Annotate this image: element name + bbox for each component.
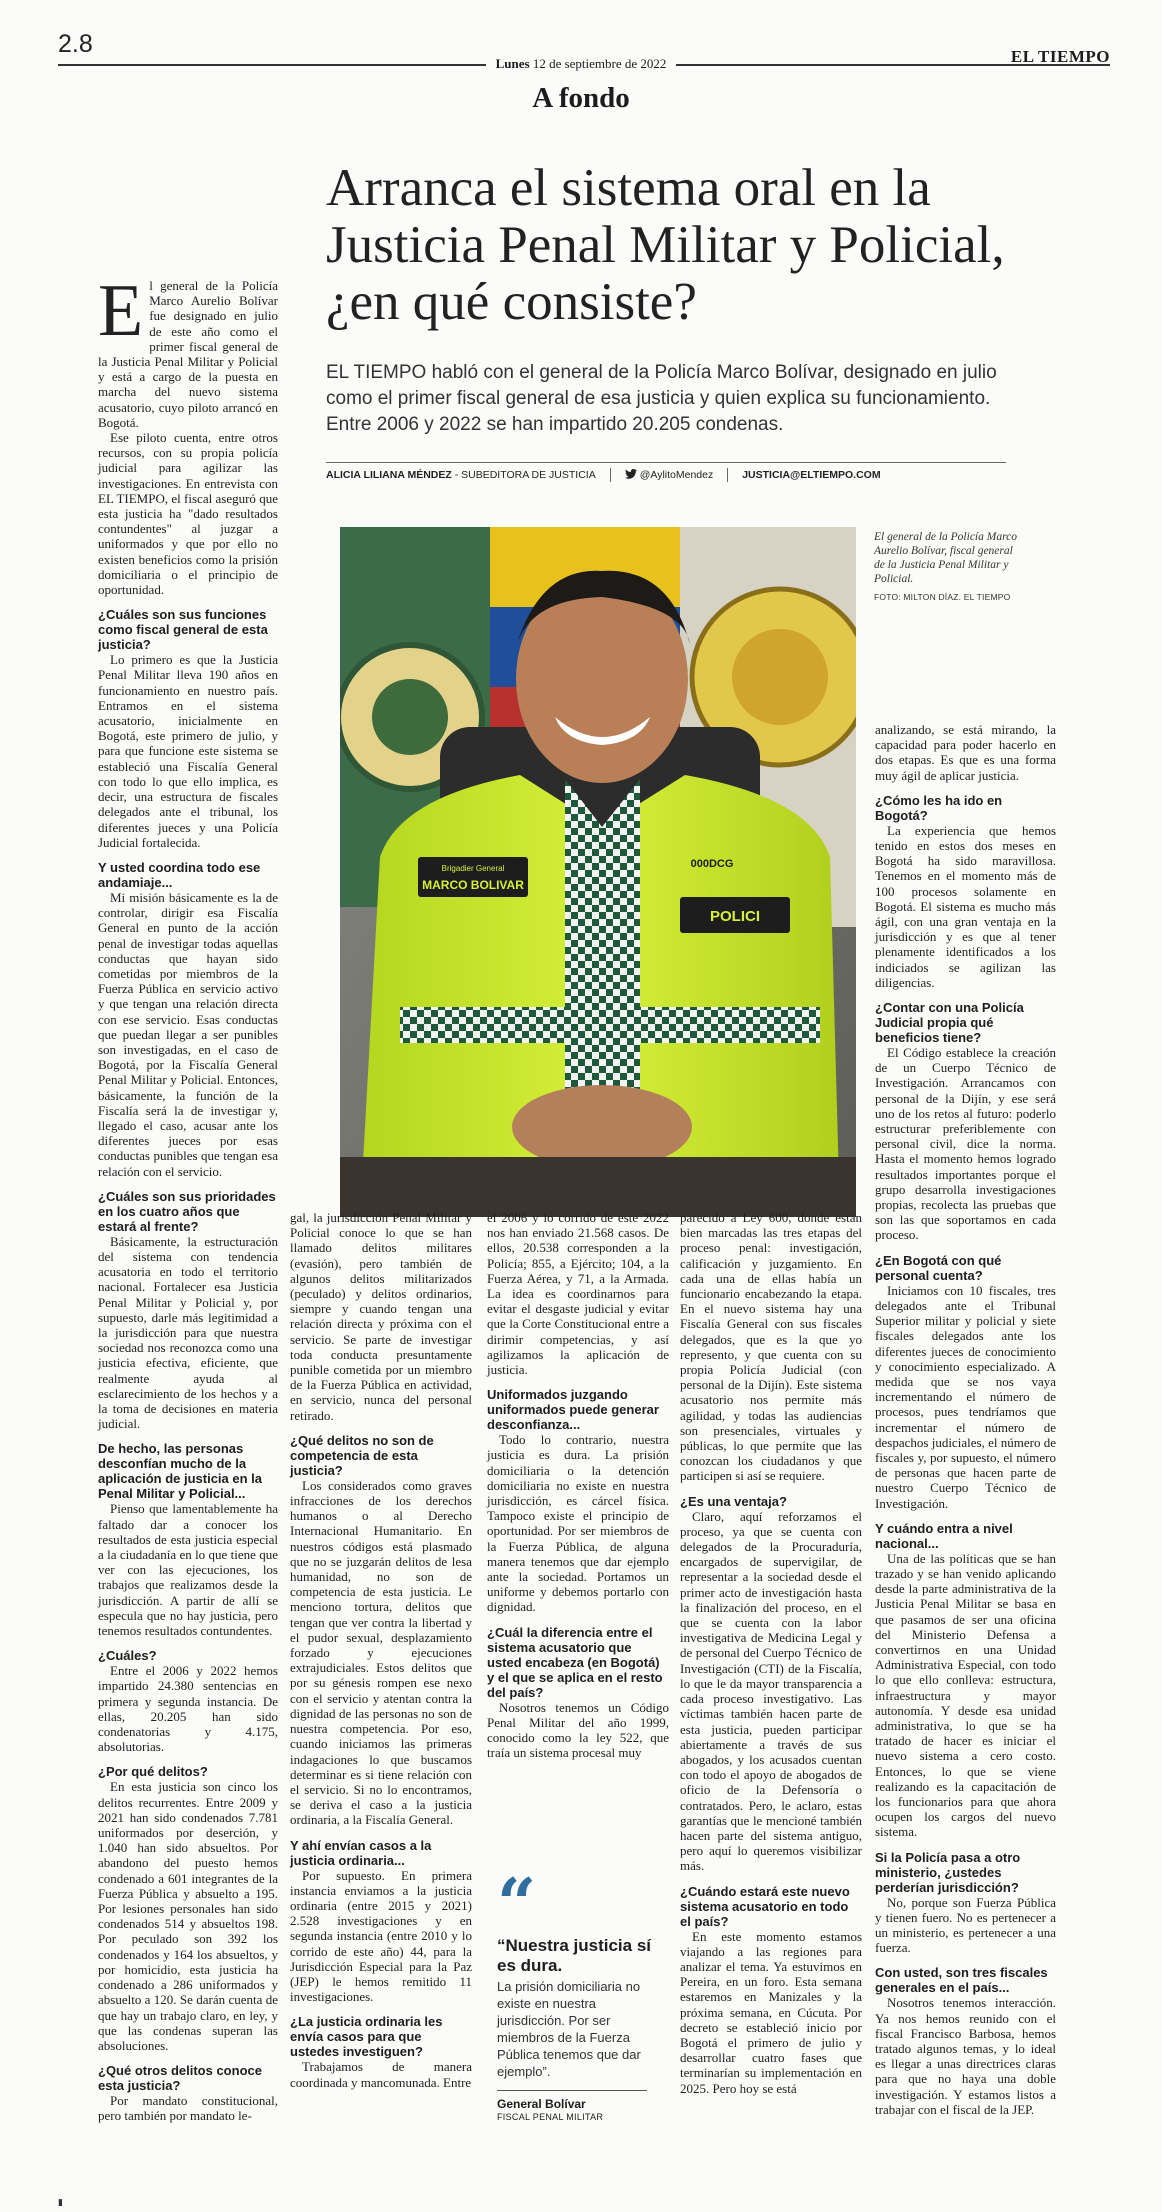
- question: ¿La justicia ordinaria les envía casos para que ustedes investiguen?: [290, 2014, 443, 2060]
- newspaper-logo: EL TIEMPO: [1010, 47, 1110, 66]
- issue-date: [0, 56, 1162, 72]
- question: ¿Cuáles?: [98, 1648, 157, 1664]
- answer: Una de las políticas que se han trazado y se han venido aplicando desde la parte administrativa de la Justicia Penal Militar se basa en que pasamos de ser una oficina del Ministerio Defensa a convertirnos en una Unidad Administrativa Especial, con todo lo que ello conlleva: estructura, infraestructura y mayor autonomía. Y desde esa unidad administrativa, lo que se ha tratado de hacer es iniciar el nuevo sistema a cero costo. Entonces, lo que se viene realizando es la capacitación de los funcionarios para que ahora ocupen los cargos del nuevo sistema.: [875, 1550, 1056, 1840]
- byline-role: - SUBEDITORA DE JUSTICIA: [451, 469, 596, 481]
- date-rest: 12 de septiembre de 2022: [529, 56, 667, 71]
- answer: En este momento estamos viajando a las regiones para analizar el tema. Ya estuvimos en Pereira, en un foro. Esta semana estaremos en Manizales y la próxima semana, en Cúcuta. Por decreto se estableció inicio por Bogotá el primero de julio y desarrollar cuatro fases que terminarían su implementación en 2025. Pero hoy se está: [680, 1928, 862, 2096]
- badge-name: MARCO BOLIVAR: [422, 878, 524, 892]
- question: ¿Cómo les ha ido en Bogotá?: [875, 792, 1003, 823]
- answer: En esta justicia son cinco los delitos recurrentes. Entre 2009 y 2021 han sido condenados 7.781 uniformados por deserción, y 1.040 han sido absueltos. Por abandono del puesto hemos condenado a 601 integrantes de la Fuerza Pública y absuelto a 195. Por lesiones personales han sido condenados 514 y absueltos 198. Por peculado son 392 los condenados y 164 los absueltos, y por homicidio, esta justicia ha condenado a 286 uniformados y absuelto a 120. Se darán cuenta de que hay un trabajo claro, en ley, y que las condenas superan las absoluciones.: [98, 1779, 278, 2053]
- byline-rule: [326, 462, 1006, 463]
- page-number: 2.8: [58, 30, 93, 58]
- quote-mark-icon: “: [497, 1864, 537, 1944]
- paragraph: Ese piloto cuenta, entre otros recursos, con su propia policía judicial para agilizar las investigaciones. En entrevista con EL TIEMPO, el fiscal aseguró que esta justicia ha "dado resultados contundentes" al juzgar a uniformados y que por ello no existen beneficios como la prisión domiciliaria o el principio de oportunidad.: [98, 430, 278, 598]
- question: ¿Por qué delitos?: [98, 1764, 208, 1780]
- pull-quote-role: FISCAL PENAL MILITAR: [497, 2112, 604, 2122]
- pull-quote: [497, 1864, 657, 2122]
- answer: Trabajamos de manera coordinada y mancomunada. Entre: [290, 2059, 472, 2090]
- answer: Básicamente, la estructuración del sistema con tendencia acusatoria en todo el territorio nacional. Fortalecer esa Justicia Penal Militar y Policial y, por supuesto, darle más legitimidad a la jurisdicción para que nuestra sociedad nos reconozca como una justicia efectiva, eficiente, que realmente ayuda al esclarecimiento de los hechos y a la toma de decisiones en materia judicial.: [98, 1233, 278, 1432]
- hands: [512, 1085, 692, 1169]
- date-day: Lunes: [495, 56, 530, 71]
- question: ¿Contar con una Policía Judicial propia qué beneficios tiene?: [875, 1000, 1024, 1046]
- pull-quote-rule: [497, 2090, 647, 2091]
- answer: No, porque son Fuerza Pública y tienen fuero. No es pertenecer a un ministerio, es pertenecer a una fuerza.: [875, 1894, 1056, 1956]
- answer: Los considerados como graves infracciones de los derechos humanos o al Derecho Internacional Humanitario. En nuestros códigos está plasmado que no se juzgarán delitos de lesa humanidad, no son de competencia de esta justicia. Le menciono tortura, delitos que tengan que ver contra la libertad y el pudor sexual, desplazamiento forzado y ejecuciones extrajudiciales. Estos delitos que por su génesis rompen ese nexo con el servicio y atentan contra la dignidad de las personas no son de nuestra competencia. Por eso, cuando iniciamos las primeras indagaciones lo que buscamos determinar es si tiene relación con el servicio. Si no lo encontramos, se deriva el caso a la justicia ordinaria, a la Fiscalía General.: [290, 1477, 472, 1828]
- twitter-icon: [625, 469, 637, 479]
- answer: Lo primero es que la Justicia Penal Militar lleva 190 años en funcionamiento en nuestro país. Entramos en el sistema acusatorio, inicialmente en Bogotá, este primero de julio, y para que funcione este sistema se estableció una Fiscalía General con todo lo que ello implica, es decir, una estructura de fiscales delegados ante el tribunal, los diferentes jueces y una Policía Judicial fortalecida.: [98, 652, 278, 850]
- question: ¿Cuándo estará este nuevo sistema acusatorio en todo el país?: [680, 1883, 850, 1929]
- headline: Arranca el sistema oral en la Justicia Penal Militar y Policial, ¿en qué consiste?: [326, 159, 1005, 331]
- question: Con usted, son tres fiscales generales en el país...: [875, 1965, 1048, 1996]
- answer: Iniciamos con 10 fiscales, tres delegados ante el Tribunal Superior militar y policial y siete fiscales delegados ante los diferentes jueces de conocimiento y conocimiento especializado. A medida que se nos vaya incrementando el número de procesos, pues tendríamos que incrementar el número de despachos judiciales, el número de fiscales y, por supuesto, el número de personas que hacen parte de nuestro Cuerpo Técnico de Investigación.: [875, 1282, 1056, 1511]
- page-edge-mark: ▮: [58, 2198, 63, 2208]
- answer: Por mandato constitucional, pero también por mandato le-: [98, 2093, 278, 2124]
- byline-separator: [727, 468, 728, 482]
- question: ¿Qué otros delitos conoce esta justicia?: [98, 2063, 262, 2094]
- drop-cap: E: [98, 270, 144, 352]
- column-3: [487, 1210, 669, 1760]
- question: ¿Cuál la diferencia entre el sistema acusatorio que usted encabeza (en Bogotá) y el que se aplica en el resto del país?: [487, 1624, 663, 1700]
- question: ¿Qué delitos no son de competencia de esta justicia?: [290, 1432, 434, 1478]
- answer: Entre el 2006 y 2022 hemos impartido 24.380 sentencias en primera y segunda instancia. De ellas, 20.205 han sido condenatorias y 4.175, absolutorias.: [98, 1663, 278, 1755]
- column-4: [680, 1210, 862, 2096]
- question: ¿Cuáles son sus funciones como fiscal general de esta justicia?: [98, 607, 268, 653]
- answer-continued: analizando, se está mirando, la capacidad para poder hacerlo en dos etapas. Es que es una forma muy ágil de aplicar justicia.: [875, 722, 1056, 783]
- answer: Nosotros tenemos interacción. Ya nos hemos reunido con el fiscal Francisco Barbosa, hemos tratado algunos temas, y lo ideal es llegar a unas directrices claras para que no haya una doble investigación. Y estamos listos a trabajar con el fiscal de la JEP.: [875, 1995, 1056, 2117]
- byline-email[interactable]: JUSTICIA@ELTIEMPO.COM: [742, 469, 881, 481]
- pull-quote-head: “Nuestra justicia sí es dura.: [497, 1936, 652, 1975]
- answer: Mi misión básicamente es la de controlar, dirigir esa Fiscalía General en punto de la acción penal de investigar todas aquellas conductas que hayan sido cometidas por miembros de la Fuerza Pública en servicio activo y que tengan una relación directa con ese servicio. Esas conductas que puedan llegar a ser punibles son investigadas, en el caso de Bogotá, por la Fiscalía General Penal Militar y Policial. Entonces, básicamente, la función de la Fiscalía será la de investigar y, llegado el caso, acusar ante los diferentes jueces por esas conductas punibles que tengan esa relación con el servicio.: [98, 889, 278, 1179]
- answer-continued: el 2006 y lo corrido de este 2022 nos han enviado 21.568 casos. De ellos, 20.538 corresponden a la Policía; 855, a Ejército; 104, a la Fuerza Aérea, y 71, a la Armada. La idea es coordinarnos para evitar el desgaste judicial y evitar que la Corte Constitucional entre a dirimir competencias, y así agilizamos la aplicación de justicia.: [487, 1210, 669, 1378]
- byline-twitter[interactable]: @AylitoMendez: [625, 469, 714, 481]
- pull-quote-attribution: General Bolívar: [497, 2097, 586, 2111]
- answer-continued: parecido a Ley 600, donde están bien marcadas las tres etapas del proceso penal: investigación, calificación y juzgamiento. En cada una de ellas había un funcionario encabezando la etapa. En el nuevo sistema hay una Fiscalía General con sus fiscales delegados, que es la que yo represento, y que cuenta con su propia Policía Judicial (con personal de la Dijín). Este sistema acusatorio nos permite más agilidad, y todas las audiencias son presenciales, virtuales y públicas, lo que permite que las conozcan los ciudadanos y que participen si así se requiere.: [680, 1210, 862, 1484]
- section-title: A fondo: [532, 82, 630, 114]
- question: Uniformados juzgando uniformados puede generar desconfianza...: [487, 1387, 659, 1433]
- answer: Todo lo contrario, nuestra justicia es dura. La prisión domiciliaria o la detención domiciliaria no existe en nuestra jurisdicción, es cárcel física. Tampoco existe el principio de oportunidad. Por ser miembros de la Fuerza Pública, de alguna manera tenemos que dar ejemplo ante la sociedad. Portamos un uniforme y debemos portarlo con dignidad.: [487, 1432, 669, 1615]
- byline-author: ALICIA LILIANA MÉNDEZ: [326, 469, 452, 481]
- answer: El Código establece la creación de un Cuerpo Técnico de Investigación. Arrancamos con personal de la Dijín, y ese será uno de los retos al futuro: poderlo estructurar preferiblemente con personal civil, dice la norma. Hasta el momento hemos logrado resultados importantes porque el grupo desarrolla investigaciones propias, recolecta las pruebas que son las que soportamos en cada proceso.: [875, 1045, 1056, 1243]
- question: ¿En Bogotá con qué personal cuenta?: [875, 1252, 1002, 1283]
- answer: Pienso que lamentablemente ha faltado dar a conocer los resultados de esta justicia especial a la ciudadanía en lo que tiene que ver con las ejecuciones, los trabajos que realizamos desde la jurisdicción. A partir de allí se especula que no hay justicia, pero tenemos resultados contundentes.: [98, 1501, 278, 1639]
- deck: EL TIEMPO habló con el general de la Policía Marco Bolívar, designado en julio como el primer fiscal general de esa justicia y quien explica su funcionamiento. Entre 2006 y 2022 se han impartido 20.205 condenas.: [326, 362, 997, 435]
- column-2: [290, 1210, 472, 2090]
- answer: Claro, aquí reforzamos el proceso, ya que se cuenta con delegados de la Procuraduría, encargados de supervigilar, de representar a la sociedad desde el primer acto de investigación hasta la finalización del proceso, en el que se cuenta con la labor investigativa de Medicina Legal y de personal del Cuerpo Técnico de Investigación (CTI) de la Fiscalía, lo que le da mayor transparencia a cada proceso investigativo. Las víctimas también hacen parte de esta justicia, pueden participar abiertamente a través de sus abogados, y los acusados cuentan con todo el apoyo de abogados de oficio de la Defensoría o contratados. Pero, le aclaro, estas garantías que le mencioné también hacen parte del sistema antiguo, pero aquí lo queremos visibilizar más.: [680, 1508, 862, 1874]
- byline-separator: [610, 468, 611, 482]
- lead-paragraph: l general de la Policía Marco Aurelio Bolívar fue designado en julio de este año como el primer fiscal general de la Justicia Penal Militar y Policial y está a cargo de la puesta en marcha del nuevo sistema acusatorio, cuyo piloto arrancó en Bogotá.: [98, 278, 278, 430]
- answer-continued: gal, la jurisdicción Penal Militar y Policial conoce lo que se han llamado delitos militares (evasión), pero también de algunos delitos militarizados (peculado) y delitos ordinarios, siempre y cuando tengan una relación directa y próxima con el servicio. Se parte de investigar toda conducta presuntamente punible cometida por un miembro de la Fuerza Pública en actividad, en servicio, nunca del personal retirado.: [290, 1210, 472, 1423]
- question: ¿Cuáles son sus prioridades en los cuatro años que estará al frente?: [98, 1188, 276, 1234]
- question: De hecho, las personas desconfían mucho de la aplicación de justicia en la Penal Militar y Policial...: [98, 1441, 263, 1502]
- caption-text: El general de la Policía Marco Aurelio Bolívar, fiscal general de la Justicia Penal Militar y Policial.: [874, 531, 1017, 585]
- question: Y usted coordina todo ese andamiaje...: [98, 859, 261, 890]
- vest-code: 000DCG: [690, 858, 734, 870]
- byline: [326, 468, 1006, 482]
- desk: [340, 1157, 856, 1217]
- portrait-photo: [340, 527, 856, 1217]
- pull-quote-body: La prisión domiciliaria no existe en nuestra jurisdicción. Por ser miembros de la Fuerza Pública tenemos que dar ejemplo”.: [497, 1979, 641, 2079]
- answer: Por supuesto. En primera instancia enviamos a la justicia ordinaria (entre 2015 y 2021) 2.528 investigaciones y en segunda instancia (entre 2010 y lo corrido de este año) 44, para la Jurisdicción Especial para la Paz (JEP) le hemos remitido 11 investigaciones.: [290, 1867, 472, 2005]
- portrait-illustration: [340, 527, 856, 1217]
- photo-credit: FOTO: MILTON DÍAZ. EL TIEMPO: [874, 592, 1011, 602]
- question: Si la Policía pasa a otro ministerio, ¿ustedes perderían jurisdicción?: [875, 1849, 1021, 1895]
- question: Y cuándo entra a nivel nacional...: [875, 1520, 1013, 1551]
- question: Y ahí envían casos a la justicia ordinaria...: [290, 1837, 432, 1868]
- vest-police-text: POLICI: [709, 908, 761, 925]
- photo-caption: [874, 530, 1024, 604]
- answer: Nosotros tenemos un Código Penal Militar del año 1999, conocido como la ley 522, que traía un sistema procesal muy: [487, 1699, 669, 1761]
- question: ¿Es una ventaja?: [680, 1493, 787, 1509]
- column-5: [875, 722, 1056, 2117]
- answer: La experiencia que hemos tenido en estos dos meses en Bogotá ha sido maravillosa. Tenemos en el momento más de 100 procesos solamente en Bogotá. El sistema es mucho más ágil, con una gran ventaja en la jurisdicción y es que al tener plenamente identificados a los indiciados se agilizan las diligencias.: [875, 822, 1056, 990]
- column-1: [98, 270, 278, 2124]
- badge-rank: Brigadier General: [441, 864, 505, 873]
